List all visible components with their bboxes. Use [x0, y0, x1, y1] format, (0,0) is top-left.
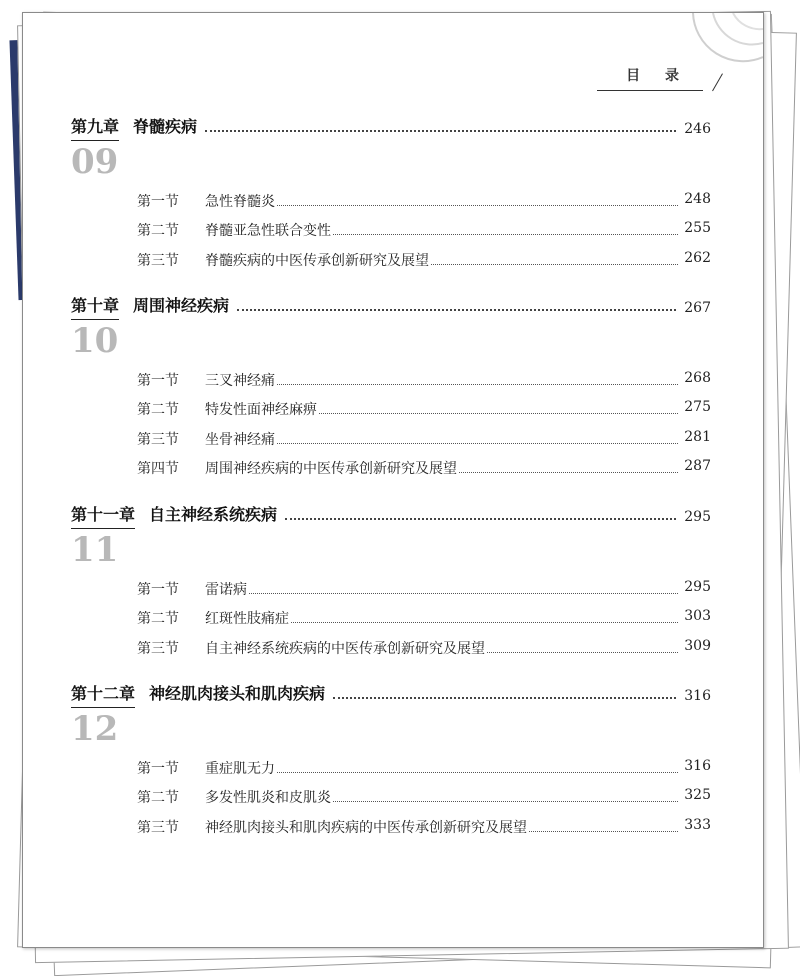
chapter-number: 11: [71, 530, 119, 570]
section-page: 295: [684, 578, 711, 595]
section-label: 第一节: [137, 760, 179, 777]
section-title: 雷诺病: [205, 581, 247, 598]
section-title: 重症肌无力: [205, 760, 275, 777]
chapter-9: [71, 115, 711, 270]
section-page: 316: [684, 757, 711, 774]
section-page: 309: [684, 637, 711, 654]
section-title: 三叉神经痛: [205, 372, 275, 389]
section-title: 坐骨神经痛: [205, 431, 275, 448]
chapter-title: 周围神经疾病: [133, 296, 230, 315]
section-label: 第二节: [137, 790, 179, 806]
section-title: 自主神经系统疾病的中医传承创新研究及展望: [205, 640, 485, 657]
section-entry[interactable]: [137, 390, 711, 420]
section-entry[interactable]: [137, 569, 711, 599]
chapter-number: 09: [71, 142, 119, 182]
section-entry[interactable]: [137, 748, 711, 778]
header-slash: [712, 73, 723, 91]
section-entry[interactable]: [137, 807, 711, 837]
section-entry[interactable]: [137, 181, 711, 211]
leader-dots: [277, 772, 678, 773]
section-entry[interactable]: [137, 449, 711, 479]
chapter-page: 295: [684, 509, 711, 525]
section-title: 脊髓疾病的中医传承创新研究及展望: [205, 252, 429, 269]
section-title: 脊髓亚急性联合变性: [205, 223, 331, 239]
chapter-page: 316: [684, 688, 711, 704]
leader-dots: [277, 443, 678, 444]
chapter-label: 第九章: [71, 114, 119, 141]
section-label: 第三节: [137, 640, 179, 657]
leader-dots: [333, 234, 678, 235]
section-title: 特发性面神经麻痹: [205, 402, 317, 418]
chapter-title: 神经肌肉接头和肌肉疾病: [149, 684, 326, 703]
leader-dots: [529, 831, 678, 832]
chapter-page: 246: [684, 121, 711, 137]
section-label: 第三节: [137, 819, 179, 836]
chapter-label: 第十二章: [71, 681, 135, 708]
section-label: 第一节: [137, 581, 179, 598]
chapter-heading[interactable]: [71, 503, 711, 529]
section-page: 255: [684, 220, 711, 236]
section-entry[interactable]: [137, 778, 711, 808]
page-title: 目 录: [626, 68, 689, 84]
section-label: 第三节: [137, 252, 179, 269]
section-page: 325: [684, 787, 711, 803]
section-list: [137, 181, 711, 270]
section-list: [137, 360, 711, 478]
chapter-number: 12: [71, 709, 119, 749]
leader-dots: [333, 697, 676, 699]
leader-dots: [205, 130, 676, 132]
section-title: 周围神经疾病的中医传承创新研究及展望: [205, 461, 457, 477]
section-list: [137, 748, 711, 837]
section-label: 第一节: [137, 193, 179, 210]
section-label: 第二节: [137, 402, 179, 418]
leader-dots: [237, 309, 676, 311]
section-label: 第四节: [137, 461, 179, 477]
section-label: 第二节: [137, 611, 179, 627]
section-list: [137, 569, 711, 658]
section-title: 急性脊髓炎: [205, 193, 275, 210]
leader-dots: [319, 413, 678, 414]
chapter-10: [71, 294, 711, 478]
chapter-heading[interactable]: [71, 682, 711, 708]
chapter-heading[interactable]: [71, 294, 711, 320]
chapter-label: 第十章: [71, 293, 119, 320]
section-title: 红斑性肢痛症: [205, 611, 289, 627]
decorative-arcs: [673, 13, 763, 73]
leader-dots: [459, 472, 678, 473]
header-rule: [597, 90, 703, 91]
section-entry[interactable]: [137, 628, 711, 658]
leader-dots: [431, 264, 678, 265]
section-entry[interactable]: [137, 360, 711, 390]
section-page: 248: [684, 190, 711, 207]
chapter-12: [71, 682, 711, 837]
section-label: 第二节: [137, 223, 179, 239]
section-entry[interactable]: [137, 211, 711, 241]
chapter-title: 脊髓疾病: [133, 117, 198, 136]
chapter-11: [71, 503, 711, 658]
section-label: 第一节: [137, 372, 179, 389]
leader-dots: [487, 652, 678, 653]
leader-dots: [277, 384, 678, 385]
section-page: 281: [684, 428, 711, 445]
leader-dots: [249, 593, 678, 594]
chapter-number: 10: [71, 321, 119, 361]
section-page: 303: [684, 608, 711, 624]
section-page: 268: [684, 369, 711, 386]
section-entry[interactable]: [137, 240, 711, 270]
leader-dots: [333, 801, 678, 802]
section-page: 275: [684, 399, 711, 415]
chapter-title: 自主神经系统疾病: [149, 505, 278, 524]
chapter-page: 267: [684, 300, 711, 316]
section-entry[interactable]: [137, 599, 711, 629]
leader-dots: [291, 622, 678, 623]
section-label: 第三节: [137, 431, 179, 448]
leader-dots: [277, 205, 678, 206]
leader-dots: [285, 518, 676, 520]
section-entry[interactable]: [137, 419, 711, 449]
chapter-heading[interactable]: [71, 115, 711, 141]
toc-page: [22, 12, 764, 948]
page-header: [597, 65, 717, 91]
chapter-label: 第十一章: [71, 502, 135, 529]
section-page: 333: [684, 816, 711, 833]
section-title: 神经肌肉接头和肌肉疾病的中医传承创新研究及展望: [205, 819, 527, 836]
section-page: 287: [684, 458, 711, 474]
section-page: 262: [684, 249, 711, 266]
section-title: 多发性肌炎和皮肌炎: [205, 790, 331, 806]
